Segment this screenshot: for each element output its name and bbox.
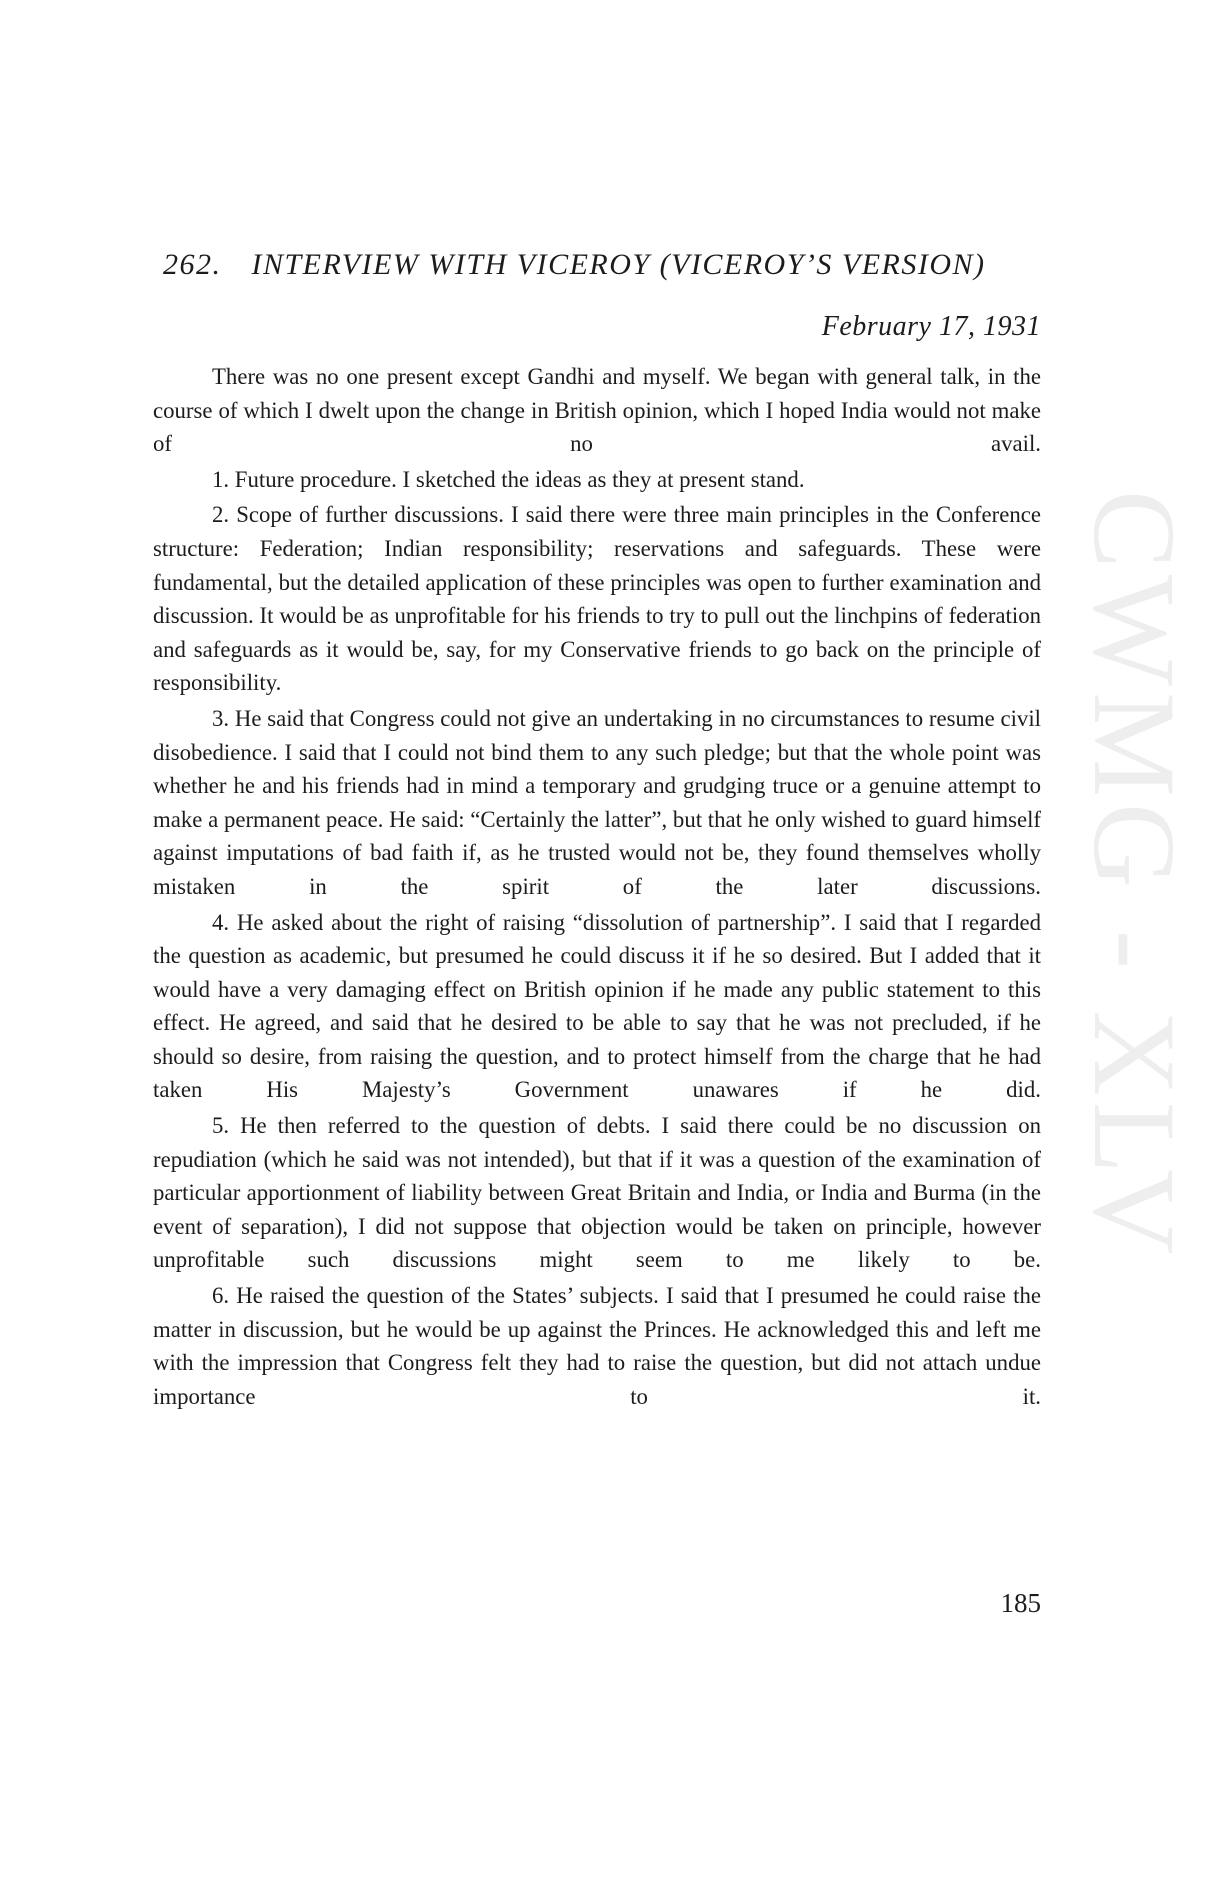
document-title: INTERVIEW WITH VICEROY (VICEROY’S VERSION) xyxy=(251,248,986,281)
paragraph-5: 5. He then referred to the question of debts. I said there could be no discussion on repudiation (which he said was not intended), but that if it was a question of the examination of particular apportionment of liability between Great Britain and India, or India and Burma (in the event of separation), I did not suppose that objection would be taken on principle, however unprofitable such discussions might seem to me likely to be. xyxy=(153,1113,1041,1273)
paragraph-1: 1. Future procedure. I sketched the ideas as they at present stand. xyxy=(212,466,805,492)
document-date: February 17, 1931 xyxy=(821,311,1041,342)
paragraph-2: 2. Scope of further discussions. I said there were three main principles in the Conference structure: Federation; Indian responsibility; reservations and safeguards. These were fundamental, but the detailed application of these principles was open to further examination and discussion. It would be as unprofitable for his friends to try to pull out the linchpins of federation and safeguards as it would be, say, for my Conservative friends to go back on the principle of responsibility. xyxy=(153,502,1041,696)
document-body xyxy=(153,360,1041,1415)
document-heading xyxy=(163,248,1043,282)
document-number: 262. xyxy=(163,248,222,281)
paragraph-6: 6. He raised the question of the States’ subjects. I said that I presumed he could raise the matter in discussion, but he would be up against the Princes. He acknowledged this and left me with the impression that Congress felt they had to raise the question, but did not attach undue importance to it. xyxy=(153,1283,1041,1409)
watermark-text: CWMG - XLV xyxy=(1069,490,1200,1261)
paragraph-3: 3. He said that Congress could not give an undertaking in no circumstances to resume civil disobedience. I said that I could not bind them to any such pledge; but that the whole point was whether he and his friends had in mind a temporary and grudging truce or a genuine attempt to make a permanent peace. He said: “Certainly the latter”, but that he only wished to guard himself against imputations of bad faith if, as he trusted would not be, they found themselves wholly mistaken in the spirit of the later discussions. xyxy=(153,705,1041,899)
paragraph-intro: There was no one present except Gandhi and myself. We began with general talk, in the course of which I dwelt upon the change in British opinion, which I hoped India would not make of no avail. xyxy=(153,364,1041,457)
paragraph-4: 4. He asked about the right of raising “dissolution of partnership”. I said that I regarded the question as academic, but presumed he could discuss it if he so desired. But I added that it would have a very damaging effect on British opinion if he made any public statement to this effect. He agreed, and said that he desired to be able to say that he was not precluded, if he should so desire, from raising the question, and to protect himself from the charge that he had taken His Majesty’s Government unawares if he did. xyxy=(153,909,1041,1103)
page-number: 185 xyxy=(1000,1588,1041,1618)
